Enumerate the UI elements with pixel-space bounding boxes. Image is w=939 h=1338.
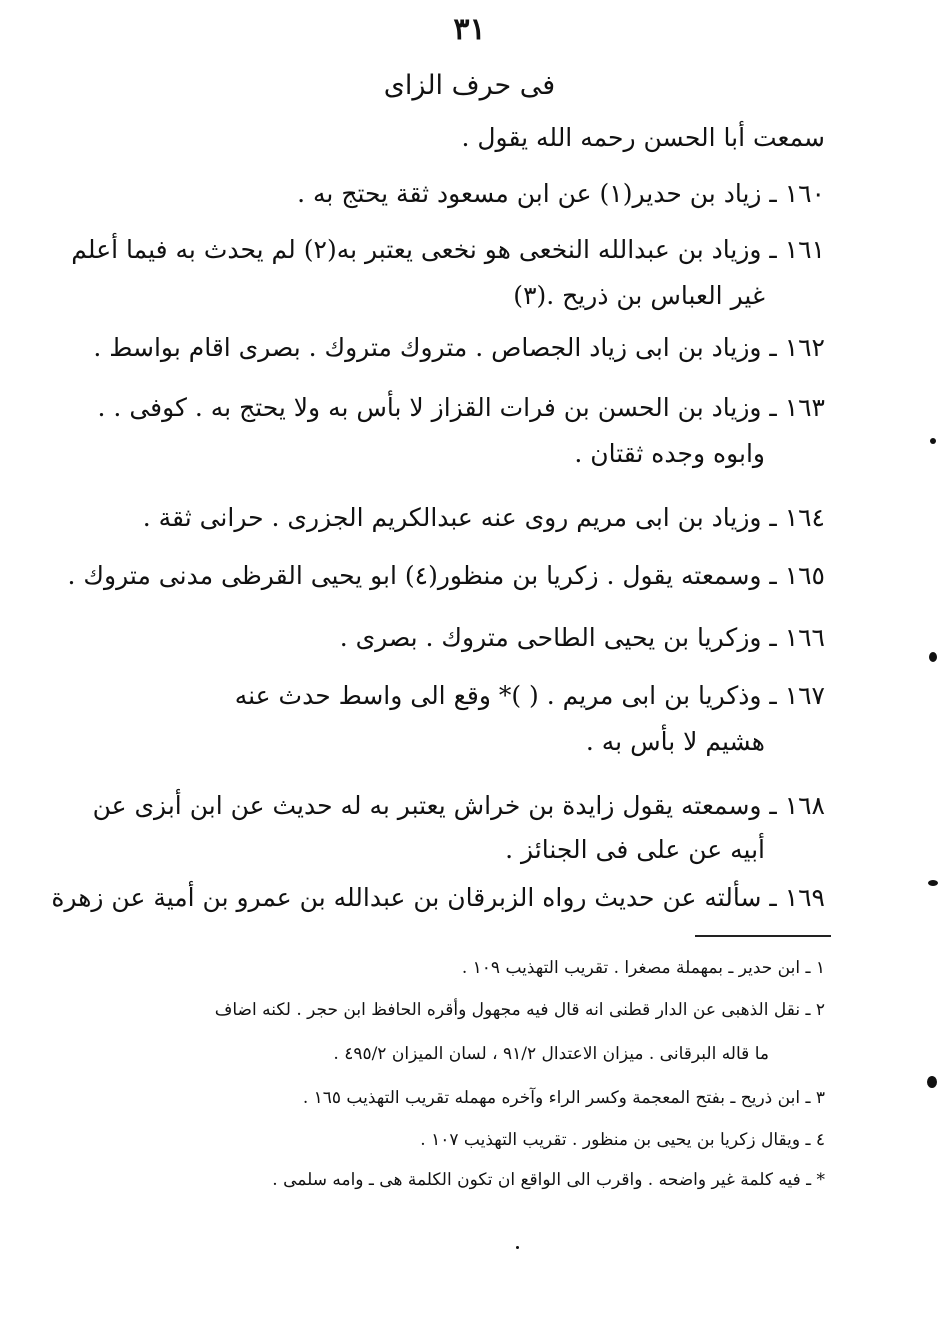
entry-160: ١٦٠ ـ زياد بن حدير(١) عن ابن مسعود ثقة يحتج به . [297,179,825,208]
footnote-2: ٢ ـ نقل الذهبى عن الدار قطنى انه قال فيه مجهول وأقره الحافظ ابن حجر . لكنه اضاف [214,1000,825,1020]
entry-163-continuation: وابوه وجده ثقتان . [574,439,765,468]
footnote-1: ١ ـ ابن حدير ـ بمهملة مصغرا . تقريب التهذيب ١٠٩ . [461,958,825,978]
intro-line: سمعت أبا الحسن رحمه الله يقول . [461,123,825,152]
entry-165: ١٦٥ ـ وسمعته يقول . زكريا بن منظور(٤) ابو يحيى القرظى مدنى متروك . [67,561,825,590]
scan-speck [929,652,937,662]
entry-168: ١٦٨ ـ وسمعته يقول زايدة بن خراش يعتبر به له حديث عن ابن أبزى عن [92,791,825,820]
scan-speck [927,1076,937,1088]
entry-168-continuation: أبيه عن على فى الجنائز . [505,835,765,864]
page-number: ٣١ [453,12,486,47]
scan-speck [516,1246,519,1249]
entry-169: ١٦٩ ـ سألته عن حديث رواه الزبرقان بن عبدالله بن عمرو بن أمية عن زهرة [51,883,825,912]
footnote-separator [695,935,831,937]
entry-167: ١٦٧ ـ وذكريا بن ابى مريم . ( )* وقع الى واسط حدث عنه [234,681,825,710]
entry-161-continuation: غير العباس بن ذريح .(٣) [513,281,765,310]
footnote-star: * ـ فيه كلمة غير واضحه . واقرب الى الواقع ان تكون الكلمة هى ـ وامه سلمى . [272,1170,825,1190]
entry-164: ١٦٤ ـ وزياد بن ابى مريم روى عنه عبدالكريم الجزرى . حرانى ثقة . [142,503,825,532]
entry-162: ١٦٢ ـ وزياد بن ابى زياد الجصاص . متروك متروك . بصرى اقام بواسط . [93,333,825,362]
section-heading: فى حرف الزاى [383,70,556,101]
entry-166: ١٦٦ ـ وزكريا بن يحيى الطاحى متروك . بصرى . [339,623,825,652]
entry-163: ١٦٣ ـ وزياد بن الحسن بن فرات القزاز لا بأس به ولا يحتج به . كوفى . . [97,393,825,422]
footnote-4: ٤ ـ ويقال زكريا بن يحيى بن منظور . تقريب التهذيب ١٠٧ . [420,1130,825,1150]
entry-167-continuation: هشيم لا بأس به . [585,727,765,756]
footnote-3: ٣ ـ ابن ذريح ـ بفتح المعجمة وكسر الراء وآخره مهمله تقريب التهذيب ١٦٥ . [302,1088,825,1108]
entry-161: ١٦١ ـ وزياد بن عبدالله النخعى هو نخعى يعتبر به(٢) لم يحدث به فيما أعلم [71,235,825,264]
footnote-2-continuation: ما قاله البرقانى . ميزان الاعتدال ٩١/٢ ، لسان الميزان ٤٩٥/٢ . [333,1044,769,1064]
scan-speck [930,438,936,444]
scan-speck [928,880,938,886]
